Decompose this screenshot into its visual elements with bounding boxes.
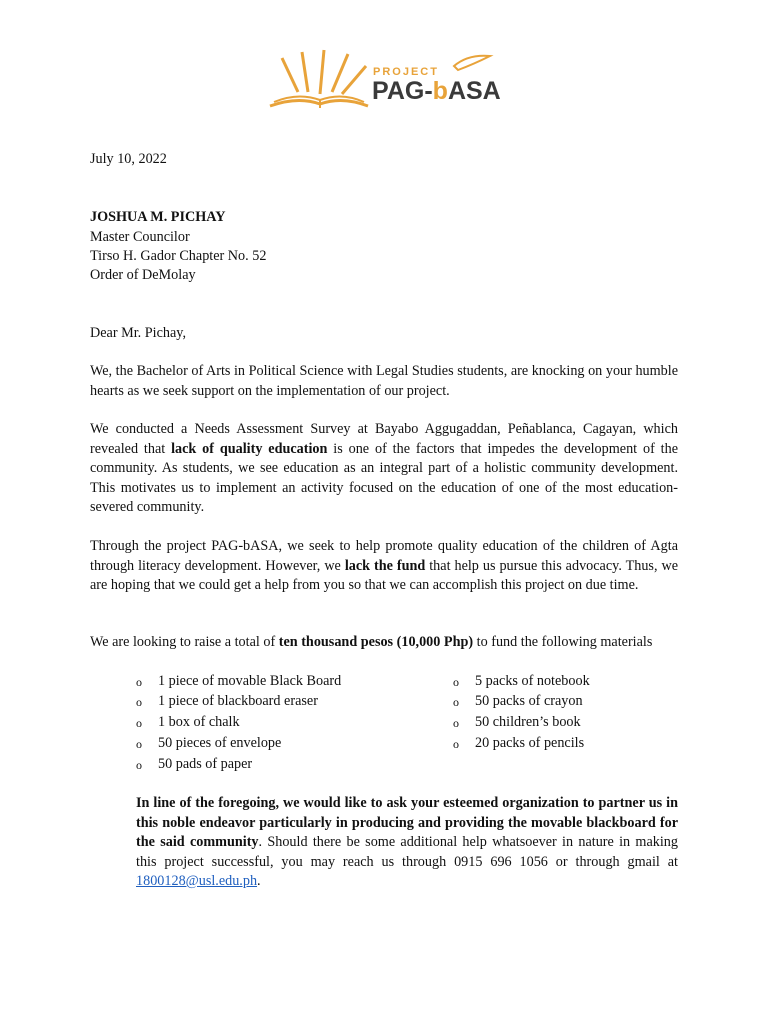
bullet-icon: o	[136, 695, 142, 709]
logo-project-label: PROJECT	[373, 66, 439, 78]
bullet-icon: o	[136, 675, 142, 689]
list-item: 50 pieces of envelope	[158, 735, 282, 751]
list-item: 50 pads of paper	[158, 756, 253, 772]
paragraph-survey: We conducted a Needs Assessment Survey at Bayabo Aggugaddan, Peñablanca, Cagayan, which revealed that lack of quality education is one of the factors that impedes the development of the community. As students, we see education as an integral part of a holistic community development. This motivates us to implement an activity focused on the education of one of the most education-severed community.	[90, 421, 678, 515]
bullet-icon: o	[453, 716, 459, 730]
list-item: 5 packs of notebook	[475, 673, 590, 689]
paragraph-closing: In line of the foregoing, we would like to ask your esteemed organization to partner us in this noble endeavor particularly in producing and providing the movable blackboard for the said community. Should there be some additional help whatsoever in nature in making this project successful, you may reach us through 0915 696 1056 or through gmail at 1800128@usl.edu.ph.	[136, 795, 678, 889]
list-item: 1 piece of blackboard eraser	[158, 693, 318, 709]
list-item: 50 packs of crayon	[475, 693, 583, 709]
salutation: Dear Mr. Pichay,	[90, 325, 186, 341]
list-item: 1 piece of movable Black Board	[158, 673, 342, 689]
list-item: 1 box of chalk	[158, 714, 240, 730]
paragraph-intro: We, the Bachelor of Arts in Political Science with Legal Studies students, are knocking on your humble hearts as we seek support on the implementation of our project.	[90, 363, 678, 399]
bullet-icon: o	[136, 758, 142, 772]
email-link[interactable]: 1800128@usl.edu.ph	[136, 873, 258, 889]
bullet-icon: o	[453, 695, 459, 709]
recipient-chapter: Tirso H. Gador Chapter No. 52	[90, 248, 267, 264]
bullet-icon: o	[453, 737, 459, 751]
recipient-name: JOSHUA M. PICHAY	[90, 209, 226, 225]
bullet-icon: o	[453, 675, 459, 689]
recipient-org: Order of DeMolay	[90, 267, 196, 283]
paragraph-project: Through the project PAG-bASA, we seek to help promote quality education of the children of Agta through literacy development. However, we lack the fund that help us pursue this advocacy. Thus, we are hoping that we could get a help from you so that we can accomplish this project on due time.	[90, 538, 678, 593]
recipient-title: Master Councilor	[90, 229, 190, 245]
bullet-icon: o	[136, 737, 142, 751]
paragraph-fund-goal: We are looking to raise a total of ten thousand pesos (10,000 Php) to fund the following materials	[90, 634, 653, 650]
bullet-icon: o	[136, 716, 142, 730]
logo-title: PAG-bASA	[372, 77, 501, 105]
letter-date: July 10, 2022	[90, 151, 167, 167]
list-item: 50 children’s book	[475, 714, 581, 730]
list-item: 20 packs of pencils	[475, 735, 585, 751]
